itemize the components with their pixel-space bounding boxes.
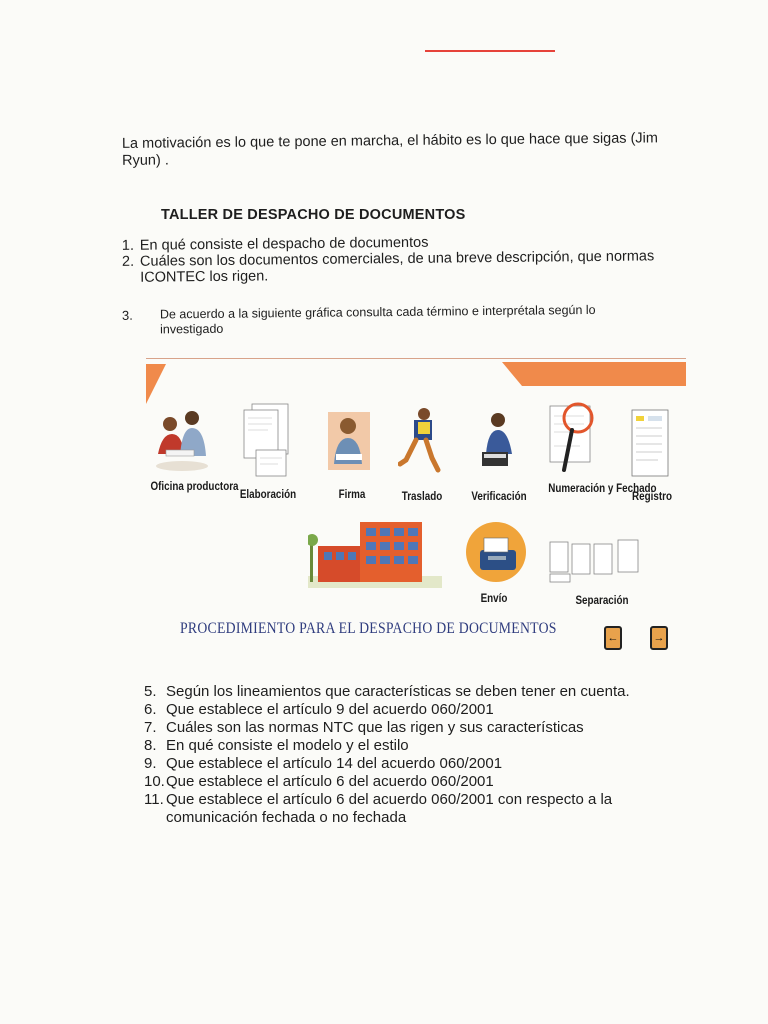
quote-text: La motivación es lo que te pone en marcha, el hábito es lo que hace que sigas (Jim Ryun) .	[121, 130, 659, 169]
next-button[interactable]: →	[650, 626, 668, 650]
item-number: 10.	[144, 773, 165, 790]
item-number: 1.	[121, 237, 135, 254]
list-item	[122, 248, 682, 286]
step-label-numeracion: Numeración y Fechado	[548, 481, 657, 495]
item-text: Cuáles son los documentos comerciales, de una breve descripción, que normas ICONTEC los rigen.	[139, 248, 655, 286]
step-label-firma: Firma	[338, 487, 366, 501]
item-number: 9.	[144, 755, 157, 772]
step-label-registro: Registro	[632, 489, 672, 503]
step-label-verificacion: Verificación	[471, 489, 527, 503]
signing-person-icon	[326, 408, 372, 474]
list-item	[144, 755, 684, 773]
item-text: Según los lineamientos que características se deben tener en cuenta.	[166, 683, 630, 700]
item-text: De acuerdo a la siguiente gráfica consulta cada término e interprétala según lo investigado	[159, 302, 596, 337]
list-item	[144, 737, 684, 755]
documents-icon	[238, 402, 294, 480]
top-red-line	[425, 50, 555, 52]
list-item	[144, 773, 684, 791]
figure-top-rule	[146, 358, 686, 359]
magnifier-document-icon	[546, 396, 604, 478]
item-text: En qué consiste el despacho de documentos	[139, 234, 429, 254]
question-list-b	[144, 683, 684, 827]
running-courier-icon	[398, 406, 444, 478]
question-3	[122, 302, 662, 338]
item-text: Que establece el artículo 6 del acuerdo 060/2001 con respecto a la comunicación fechada o no fechada	[166, 791, 613, 826]
item-number: 5.	[144, 683, 157, 700]
office-building-icon	[308, 502, 442, 592]
list-item	[144, 701, 684, 719]
register-form-icon	[630, 408, 670, 478]
step-label-traslado: Traslado	[401, 489, 443, 503]
item-text: Que establece el artículo 14 del acuerdo 060/2001	[166, 755, 503, 772]
step-label-elaboracion: Elaboración	[239, 487, 297, 501]
fax-machine-icon	[464, 520, 528, 584]
separated-pages-icon	[548, 536, 644, 586]
question-list-a	[122, 232, 682, 286]
step-label-separacion: Separación	[575, 593, 629, 607]
item-number: 11.	[144, 791, 164, 808]
list-item	[144, 683, 684, 701]
orange-corner-left	[146, 364, 166, 404]
orange-band-right	[502, 362, 686, 386]
item-text: Que establece el artículo 6 del acuerdo 060/2001	[166, 773, 494, 790]
list-item	[144, 719, 684, 737]
item-text: Que establece el artículo 9 del acuerdo 060/2001	[166, 701, 494, 718]
item-number: 8.	[144, 737, 157, 754]
procedure-title: PROCEDIMIENTO PARA EL DESPACHO DE DOCUMENTOS	[180, 620, 557, 637]
step-label-envio: Envío	[480, 591, 508, 605]
procedure-figure	[146, 356, 686, 656]
item-text: Cuáles son las normas NTC que las rigen y sus características	[166, 719, 584, 736]
item-text: En qué consiste el modelo y el estilo	[166, 737, 409, 754]
prev-button[interactable]: ←	[604, 626, 622, 650]
item-number: 6.	[144, 701, 157, 718]
item-number: 2.	[121, 253, 135, 270]
item-number: 3.	[121, 307, 133, 323]
page-title: TALLER DE DESPACHO DE DOCUMENTOS	[161, 207, 466, 223]
item-number: 7.	[144, 719, 157, 736]
list-item	[144, 791, 684, 827]
office-people-icon	[152, 404, 210, 474]
verifying-person-icon	[478, 408, 518, 478]
step-label-oficina-productora: Oficina productora	[150, 479, 239, 493]
